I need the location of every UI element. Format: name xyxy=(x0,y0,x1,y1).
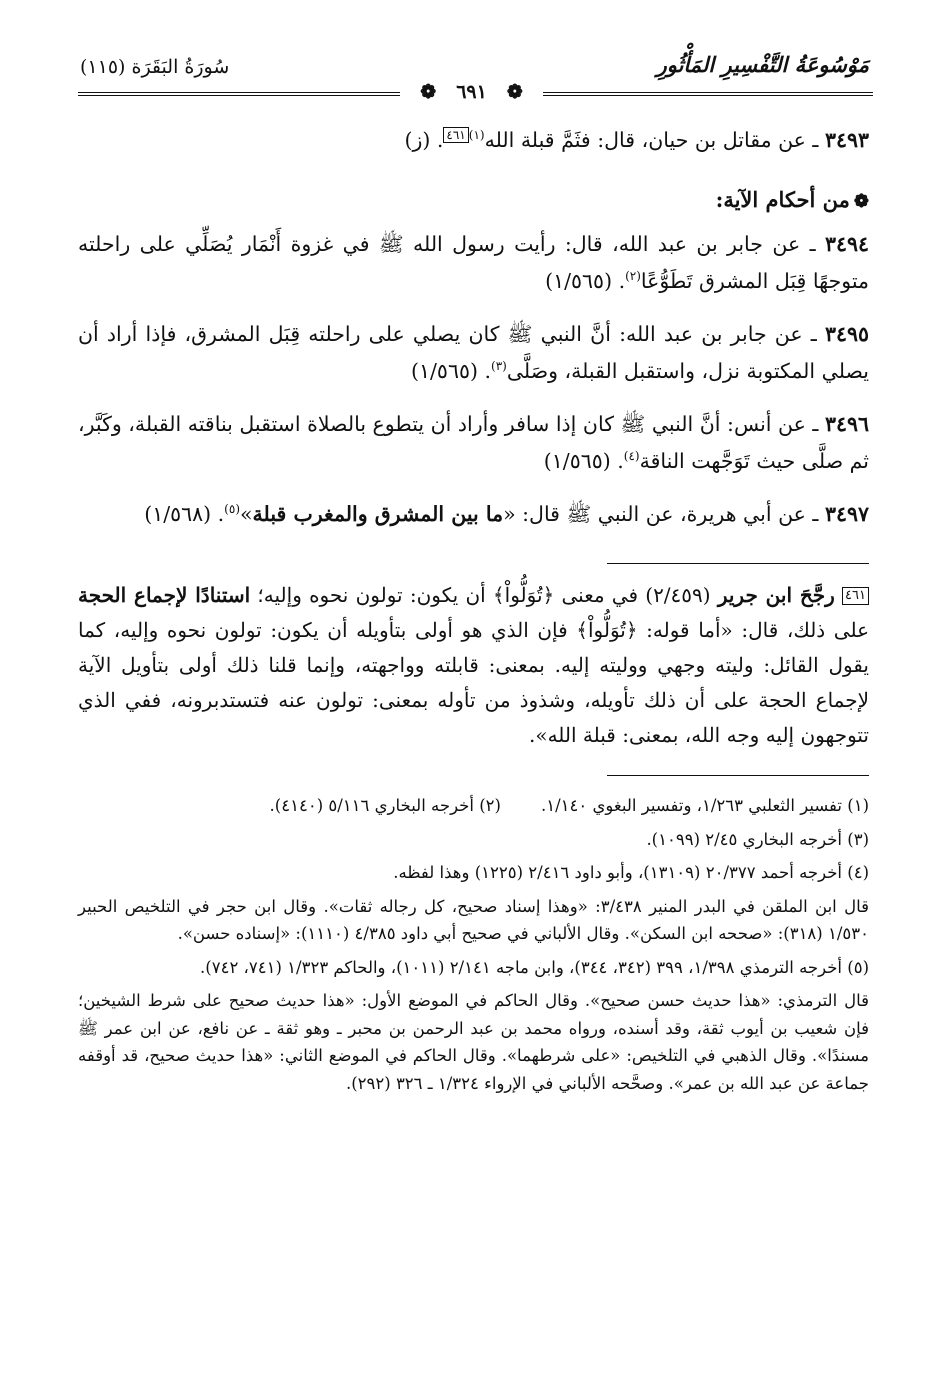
ornament-icon: ❁ xyxy=(499,79,531,105)
footnote-ref: (٢) xyxy=(625,269,641,284)
footnote-5-comment: قال الترمذي: «هذا حديث حسن صحيح». وقال الحاكم في الموضع الأول: «هذا حديث صحيح على شرط الشيخين؛ فإن شعيب بن أيوب ثقة، وقد أسنده، ورواه محمد بن عبد الرحمن بن محبر ـ وهو ثقة ـ عن نافع، عن ابن عمر ﷺ مسندًا». وقال الذهبي في التلخيص: «على شرطهما». وقال الحاكم في الموضع الثاني: «هذا حديث صحيح، قد أوقفه جماعة عن عبد الله بن عمر». وصحَّحه الألباني في الإرواء ١/٣٢٤ ـ ٣٢٦ (٢٩٢). xyxy=(78,991,869,1093)
footnote-ref: (٥) xyxy=(224,502,240,517)
hadith-text: ـ عن مقاتل بن حيان، قال: فثَمَّ قبلة الله xyxy=(484,128,825,152)
note-text-cont: على ذلك، قال: «أما قوله: ﴿تُوَلُّواْ﴾ فإن الذي هو أولى بتأويله أن يكون: تولون نحوه وإليه، كما يقول القائل: وليته وجهي ووليته إليه. بمعنى: قابلته وواجهته، وإنما قلنا ذلك أولى بتأويل الآية لإجماع الحجة على أن ذلك تأويله، وشذوذ من تأوله بمعنى: تولون عنه فتستدبرونه، ففي الذي تتوجهون إليه وجه الله، بمعنى: قبلة الله». xyxy=(78,618,869,747)
footnote-ref: (٣) xyxy=(491,359,507,374)
note-bold-lead: رجَّحَ ابن جرير xyxy=(717,583,835,607)
hadith-number: ٣٤٩٣ xyxy=(824,128,869,152)
hadith-text: ـ عن أبي هريرة، عن النبي ﷺ قال: « xyxy=(503,502,825,526)
hadith-text: ـ عن أنس: أنَّ النبي ﷺ كان إذا سافر وأراد أن يتطوع بالصلاة استقبل بناقته القبلة، وكَبَّر، ثم صلَّى حيث تَوَجَّهت الناقة xyxy=(78,412,869,473)
surah-label: سُورَةُ البَقَرَة (١١٥) xyxy=(80,56,230,78)
hadith-number: ٣٤٩٦ xyxy=(824,412,869,436)
page-number: ٦٩١ xyxy=(448,79,495,105)
hadith-source: . (ز) xyxy=(404,128,444,152)
note-separator xyxy=(607,563,869,564)
footnote-ref: (١) xyxy=(468,128,485,143)
page-number-wrap xyxy=(0,79,943,105)
hadith-source: . (١/٥٦٨) xyxy=(144,502,225,526)
quote-close: » xyxy=(240,502,253,526)
footnote-4-comment: قال ابن الملقن في البدر المنير ٣/٤٣٨: «وهذا إسناد صحيح، كل رجاله ثقات». وقال ابن حجر في التلخيص الحبير ١/٥٣٠ (٣١٨): «صححه ابن السكن». وقال الألباني في صحيح أبي داود ٤/٣٨٥ (١١١٠): «إسناده حسن». xyxy=(78,896,870,943)
hadith-source: . (١/٥٦٥) xyxy=(545,269,626,293)
hadith-paragraph xyxy=(78,226,869,300)
hadith-source: . (١/٥٦٥) xyxy=(543,449,624,473)
section-heading-text: من أحكام الآية: xyxy=(715,187,850,212)
footnote-2: (٢) أخرجه البخاري ٥/١١٦ (٤١٤٠). xyxy=(269,796,501,815)
footnote-ref: (٤) xyxy=(623,449,640,464)
hadith-paragraph xyxy=(78,316,869,390)
hadith-number: ٣٤٩٤ xyxy=(824,232,869,256)
hadith-text: ـ عن جابر بن عبد الله: أنَّ النبي ﷺ كان يصلي على راحلته قِبَل المشرق، فإذا أراد أن يصلي المكتوبة نزل، واستقبل القبلة، وصَلَّى xyxy=(78,322,869,383)
note-text: (٢/٤٥٩) في معنى ﴿تُوَلُّواْ﴾ أن يكون: تولون نحوه وإليه؛ xyxy=(250,583,718,607)
hadith-quote: ما بين المشرق والمغرب قبلة xyxy=(252,502,504,526)
footnote-1: (١) تفسير الثعلبي ١/٢٦٣، وتفسير البغوي ١/١٤٠. xyxy=(540,796,869,815)
footnote-5: (٥) أخرجه الترمذي ١/٣٩٨، ٣٩٩ (٣٤٢، ٣٤٤)، وابن ماجه ٢/١٤١ (١٠١١)، والحاكم ١/٣٢٣ (٧٤١، ٧٤٢). xyxy=(200,957,869,977)
note-box-number: ٤٦١ xyxy=(842,587,869,605)
hadith-number: ٣٤٩٧ xyxy=(824,502,869,526)
footnote-separator xyxy=(607,775,869,776)
hadith-number: ٣٤٩٥ xyxy=(824,322,869,346)
note-bold-reason: استنادًا لإجماع الحجة xyxy=(78,583,251,607)
hadith-source: . (١/٥٦٥) xyxy=(411,359,491,383)
hadith-paragraph xyxy=(78,496,869,533)
section-heading xyxy=(78,181,869,220)
hadith-paragraph xyxy=(78,406,869,480)
ornament-icon: ❁ xyxy=(412,79,444,105)
page-body xyxy=(78,122,869,1103)
hadith-text: ـ عن جابر بن عبد الله، قال: رأيت رسول الله ﷺ في غزوة أَنْمَار يُصَلِّي على راحلته متوجهًا قِبَل المشرق تَطَوُّعًا xyxy=(78,232,869,293)
book-title: مَوْسُوعَةُ التَّفْسِيرِ المَأْثُورِ xyxy=(656,52,869,77)
page-number-label xyxy=(400,79,542,105)
commentary-note xyxy=(78,578,869,753)
footnote-4: (٤) أخرجه أحمد ٢٠/٣٧٧ (١٣١٠٩)، وأبو داود ٢/٤١٦ (١٢٢٥) وهذا لفظه. xyxy=(393,863,869,882)
note-box-ref: ٤٦١ xyxy=(443,127,468,143)
flower-icon: ❁ xyxy=(853,191,869,212)
hadith-paragraph xyxy=(78,122,869,159)
footnote-3: (٣) أخرجه البخاري ٢/٤٥ (١٠٩٩). xyxy=(646,829,869,849)
footnote-row xyxy=(78,792,869,820)
